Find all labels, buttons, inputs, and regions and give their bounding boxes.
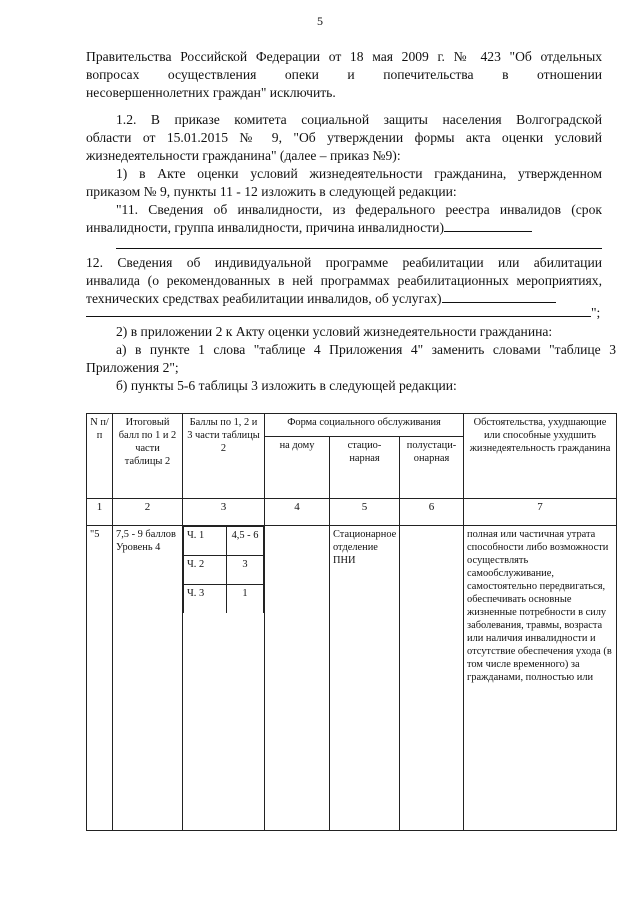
page-number: 5 bbox=[317, 14, 323, 28]
part-score: 4,5 - 6 bbox=[227, 527, 264, 556]
header-service-form: Форма социального обслуживания bbox=[265, 414, 464, 437]
header-n: N п/п bbox=[87, 414, 113, 499]
header-total: Итоговый балл по 1 и 2 части таблицы 2 bbox=[113, 414, 183, 499]
part-score: 1 bbox=[227, 585, 264, 614]
part-label: Ч. 2 bbox=[184, 556, 227, 585]
header-parts: Баллы по 1, 2 и 3 части таблицы 2 bbox=[183, 414, 265, 499]
paragraph-line: приказом № 9, пункты 11 - 12 изложить в следующей редакции: bbox=[86, 184, 457, 199]
column-number: 1 bbox=[87, 499, 113, 526]
parts-subtable bbox=[183, 526, 264, 613]
header-semistationary: полустаци-онарная bbox=[400, 437, 464, 499]
paragraph-line: 2) в приложении 2 к Акту оценки условий жизнедеятельности гражданина: bbox=[116, 324, 553, 339]
row-semistationary bbox=[400, 526, 464, 831]
table-header-row bbox=[87, 414, 617, 437]
part-label: Ч. 3 bbox=[184, 585, 227, 614]
paragraph-line: Правительства Российской Федерации от 18 мая 2009 г. № 423 "Об отдельных bbox=[86, 49, 602, 64]
paragraph-line: инвалидности, группа инвалидности, причина инвалидности) bbox=[86, 219, 602, 237]
part-score: 3 bbox=[227, 556, 264, 585]
row-stationary: Стационарное отделение ПНИ bbox=[330, 526, 400, 831]
paragraph-line: б) пункты 5-6 таблицы 3 изложить в следующей редакции: bbox=[116, 378, 457, 393]
header-circumstances: Обстоятельства, ухудшающие или способные ухудшить жизнедеятельность гражданина bbox=[464, 414, 617, 499]
column-number: 3 bbox=[183, 499, 265, 526]
column-number: 7 bbox=[464, 499, 617, 526]
column-number: 5 bbox=[330, 499, 400, 526]
column-number: 4 bbox=[265, 499, 330, 526]
row-circumstances: полная или частичная утрата способности либо возможности осуществлять самообслуживание, самостоятельно передвигаться, обеспечивать основные жизненные потребности в силу заболевания, травмы, возраста или наличия инвалидности и отсутствие обеспечения ухода (в том числе временного) за гражданами, полностью или bbox=[464, 526, 617, 831]
header-home: на дому bbox=[265, 437, 330, 499]
column-number: 2 bbox=[113, 499, 183, 526]
table-row bbox=[87, 526, 617, 831]
row-parts-cell bbox=[183, 526, 265, 831]
paragraph-line: инвалида (о рекомендованных в ней программах реабилитационных мероприятиях, bbox=[86, 273, 602, 288]
paragraph-line: а) в пункте 1 слова "таблице 4 Приложения 4" заменить словами "таблице 3 bbox=[116, 342, 616, 357]
paragraph-line: 1) в Акте оценки условий жизнедеятельности гражданина, утвержденном bbox=[116, 166, 602, 181]
paragraph-line: вопросах осуществления опеки и попечительства в отношении bbox=[86, 67, 602, 82]
paragraph-line: "; bbox=[86, 304, 602, 322]
paragraph-line: несовершеннолетних граждан" исключить. bbox=[86, 85, 336, 100]
row-home bbox=[265, 526, 330, 831]
social-service-table bbox=[86, 413, 617, 831]
paragraph-line: Приложения 2"; bbox=[86, 360, 179, 375]
paragraph-line: 1.2. В приказе комитета социальной защиты населения Волгоградской bbox=[116, 112, 602, 127]
paragraph-line: "11. Сведения об инвалидности, из федерального реестра инвалидов (срок bbox=[116, 202, 602, 217]
paragraph-line: области от 15.01.2015 № 9, "Об утверждении формы акта оценки условий bbox=[86, 130, 602, 145]
paragraph-line: 12. Сведения об индивидуальной программе реабилитации или абилитации bbox=[86, 255, 602, 270]
column-number: 6 bbox=[400, 499, 464, 526]
row-number: "5 bbox=[87, 526, 113, 831]
paragraph-line: жизнедеятельности гражданина" (далее – приказ №9): bbox=[86, 148, 401, 163]
row-total-score: 7,5 - 9 баллов Уровень 4 bbox=[113, 526, 183, 831]
blank-underline bbox=[116, 236, 606, 254]
column-number-row bbox=[87, 499, 617, 526]
header-stationary: стацио-нарная bbox=[330, 437, 400, 499]
paragraph-line: технических средствах реабилитации инвалидов, об услугах) bbox=[86, 290, 602, 308]
part-label: Ч. 1 bbox=[184, 527, 227, 556]
